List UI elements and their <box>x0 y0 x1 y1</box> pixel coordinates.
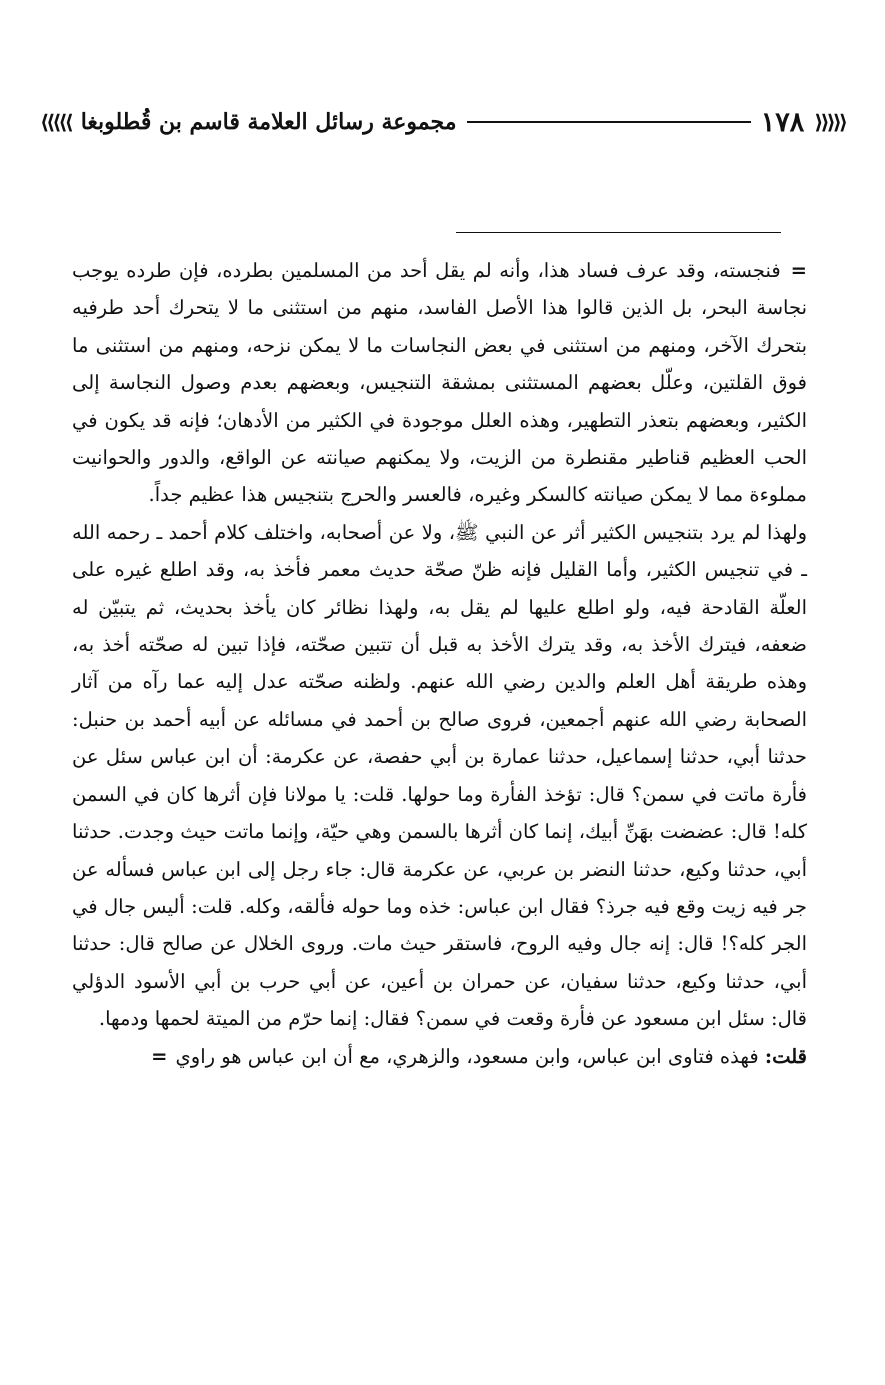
continuation-mark: = <box>790 259 807 282</box>
running-title: مجموعة رسائل العلامة قاسم بن قُطلوبغا <box>80 109 457 135</box>
page-number: ١٧٨ <box>760 106 805 138</box>
body-text <box>72 252 807 1075</box>
header-rule <box>467 121 751 123</box>
ornament-left: ⟨⟨⟨⟨⟨ <box>40 110 71 134</box>
paragraph-3 <box>72 1038 807 1075</box>
paragraph-3-text: فهذه فتاوى ابن عباس، وابن مسعود، والزهري، مع أن ابن عباس هو راوي <box>175 1044 759 1068</box>
paragraph-1-text: فنجسته، وقد عرف فساد هذا، وأنه لم يقل أحد من المسلمين بطرده، فإن طرده يوجب نجاسة البحر، بل الذين قالوا هذا الأصل الفاسد، منهم من استثنى ما لا يتحرك أحد طرفيه بتحرك الآخر، ومنهم من استثنى في بعض النجاسات ما لا يمكن نزحه، ومنهم من استثنى ما فوق القلتين، وعلّل بعضهم المستثنى بمشقة التنجيس، وبعضهم بعدم وصول النجاسة إلى الكثير، وبعضهم بتعذر التطهير، وهذه العلل موجودة في الكثير من الأدهان؛ فإنه قد يكون في الحب العظيم قناطير مقنطرة من الزيت، ولا يمكنهم صيانته عن الواقع، والدور والحوانيت مملوءة مما لا يمكن صيانته كالسكر وغيره، فالعسر والحرج بتنجيس هذا عظيم جداً. <box>72 259 807 507</box>
continuation-end-mark: = <box>151 1044 168 1068</box>
lead-word: قلت: <box>764 1044 807 1068</box>
ornament-right: ⟩⟩⟩⟩⟩ <box>814 110 845 134</box>
running-header <box>40 100 845 144</box>
paragraph-2: ولهذا لم يرد بتنجيس الكثير أثر عن النبي ﷺ، ولا عن أصحابه، واختلف كلام أحمد ـ رحمه الله ـ في تنجيس الكثير، وأما القليل فإنه ظنّ صحّة حديث معمر فأخذ به، وقد اطلع غيره على العلّة القادحة فيه، ولو اطلع عليها لم يقل به، ولهذا نظائر كان يأخذ بحديث، ثم يتبيّن له ضعفه، فيترك الأخذ به، وقد يترك الأخذ به قبل أن تتبين صحّته، فإذا تبين له صحّته أخذ به، وهذه طريقة أهل العلم والدين رضي الله عنهم. ولظنه صحّته عدل إليه عما رآه من آثار الصحابة رضي الله عنهم أجمعين، فروى صالح بن أحمد في مسائله عن أبيه أحمد بن حنبل: حدثنا أبي، حدثنا إسماعيل، حدثنا عمارة بن أبي حفصة، عن عكرمة: أن ابن عباس سئل عن فأرة ماتت في سمن؟ قال: تؤخذ الفأرة وما حولها. قلت: يا مولانا فإن أثرها كان في السمن كله! قال: عضضت بهَنِّ أبيك، إنما كان أثرها بالسمن وهي حيّة، وإنما ماتت حيث وجدت. حدثنا أبي، حدثنا وكيع، حدثنا النضر بن عربي، عن عكرمة قال: جاء رجل إلى ابن عباس فسأله عن جر فيه زيت وقع فيه جرذ؟ فقال ابن عباس: خذه وما حوله فألقه، وكله. قلت: أليس جال في الجر كله؟! قال: إنه جال وفيه الروح، فاستقر حيث مات. وروى الخلال عن صالح قال: حدثنا أبي، حدثنا وكيع، حدثنا سفيان، عن حمران بن أعين، عن أبي حرب بن أبي الأسود الدؤلي قال: سئل ابن مسعود عن فأرة وقعت في سمن؟ فقال: إنما حرّم من الميتة لحمها ودمها. <box>72 520 807 1031</box>
paragraph-1 <box>72 252 807 514</box>
separator-rule <box>456 232 781 233</box>
